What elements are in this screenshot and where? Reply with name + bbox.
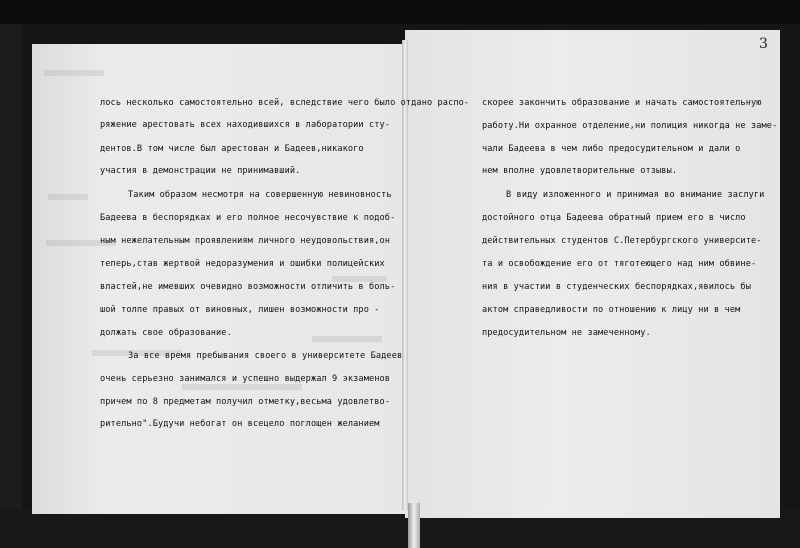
left-text-line: лось несколько самостоятельно всей, вследствие чего было отдано распо- — [100, 98, 470, 108]
left-text-line: рительно".Будучи небогат он всецело поглощен желанием — [100, 419, 380, 429]
left-text-line: За все время пребывания своего в университете Бадеев — [128, 351, 403, 361]
right-text-line: скорее закончить образование и начать самостоятельную — [482, 98, 762, 108]
left-text-line: ряжение арестовать всех находившихся в лаборатории сту- — [100, 120, 391, 130]
left-text-line: должать свое образование. — [100, 328, 232, 338]
page-spine — [402, 40, 408, 510]
right-text-line: достойного отца Бадеева обратный прием его в число — [482, 213, 746, 223]
right-text-line: нем вполне удовлетворительные отзывы. — [482, 166, 678, 176]
left-text-line: Бадеева в беспорядках и его полное несочувствие к подоб- — [100, 213, 396, 223]
right-text-line: актом справедливости по отношению к лицу ни в чем — [482, 305, 741, 315]
left-text-line: ным нежелательным проявлениям личного неудовольствия,он — [100, 236, 391, 246]
left-text-line: участия в демонстрации не принимавший. — [100, 166, 301, 176]
left-text-line: дентов.В том числе был арестован и Бадеев,никакого — [100, 144, 364, 154]
left-text-line: причем по 8 предметам получил отметку,весьма удовлетво- — [100, 397, 391, 407]
right-text-line: В виду изложенного и принимая во внимание заслуги — [506, 190, 765, 200]
left-text-line: шой толпе правых от виновных, лишен возможности про - — [100, 305, 380, 315]
right-text-line: действительных студентов С.Петербургского университе- — [482, 236, 762, 246]
left-text-line: очень серьезно занимался и успешно выдержал 9 экзаменов — [100, 374, 391, 384]
right-text-line: предосудительном не замеченному. — [482, 328, 651, 338]
left-text-line: теперь,став жертвой недоразумения и ошибки полицейских — [100, 259, 385, 269]
right-text-line: чали Бадеева в чем либо предосудительном и дали о — [482, 144, 741, 154]
binding-clip — [408, 503, 420, 548]
left-text-line: властей,не имевших очевидно возможности отличить в боль- — [100, 282, 396, 292]
film-border-top — [0, 0, 800, 24]
left-page — [32, 44, 405, 514]
left-text-line: Таким образом несмотря на совершенную невиновность — [128, 190, 392, 200]
right-text-line: ния в участии в студенческих беспорядках,явилось бы — [482, 282, 751, 292]
right-text-line: работу.Ни охранное отделение,ни полиция никогда не заме- — [482, 121, 778, 131]
film-border-left — [0, 24, 22, 548]
right-text-line: та и освобождение его от тяготеющего над ним обвине- — [482, 259, 757, 269]
page-number: 3 — [759, 36, 768, 52]
